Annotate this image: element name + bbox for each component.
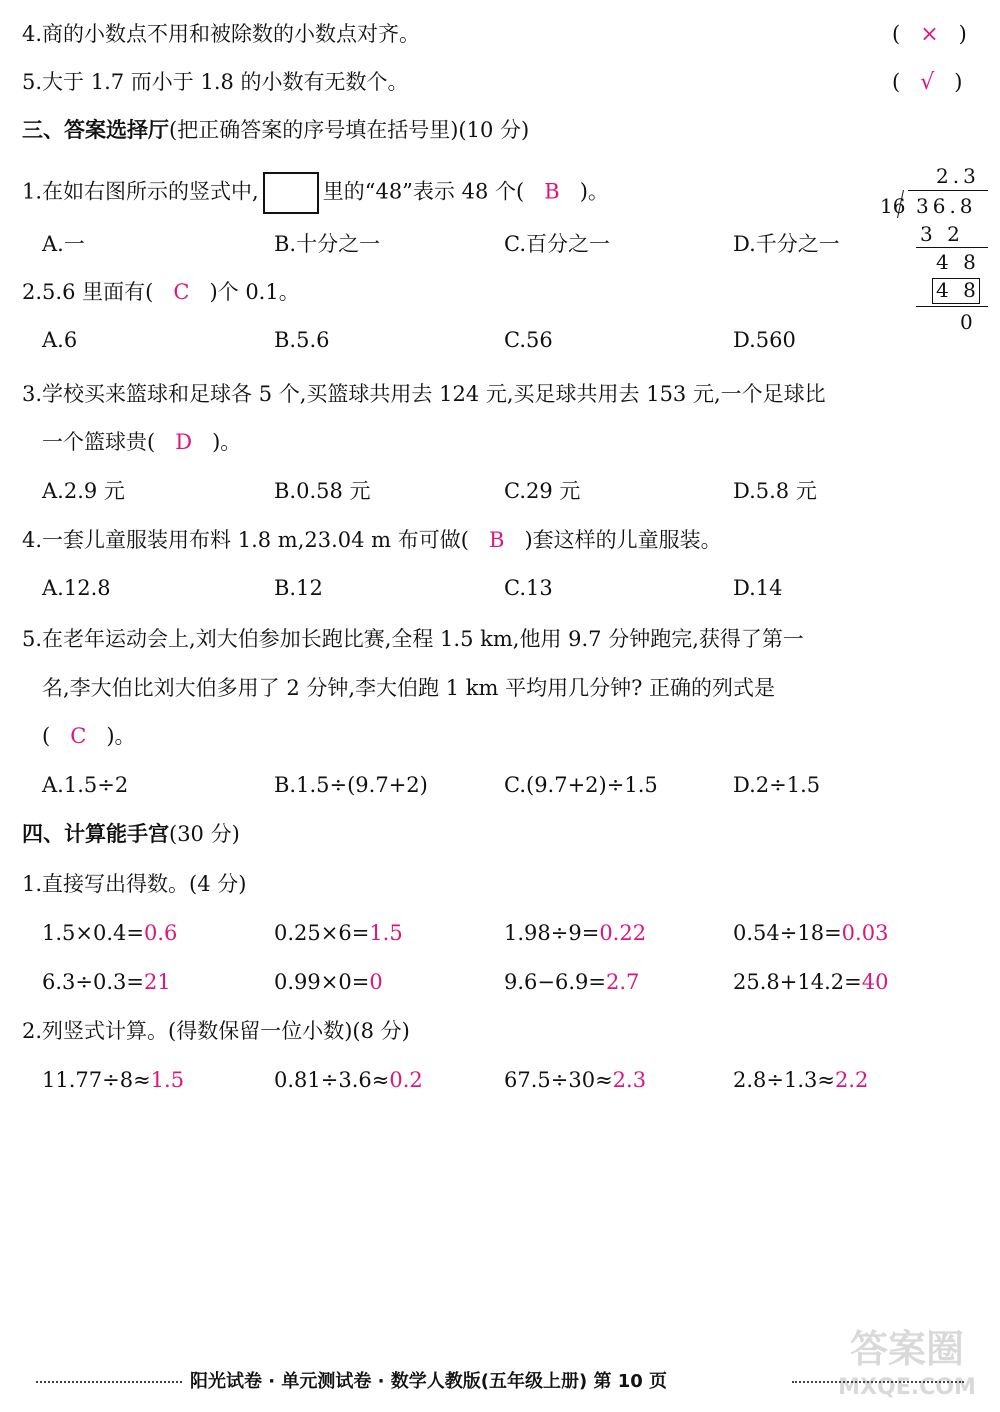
option-b: B.1.5÷(9.7+2)	[274, 773, 428, 797]
question-3-1: 1.在如右图所示的竖式中, 里的“48”表示 48 个( B )。	[22, 172, 609, 214]
option-d: D.2÷1.5	[733, 773, 821, 797]
answer-3-4: B	[488, 528, 505, 552]
division-remainder: 0	[960, 310, 977, 334]
question-3-5-line-3: ( C )。	[42, 724, 136, 748]
option-b: B.十分之一	[274, 232, 381, 256]
question-3-4: 4.一套儿童服装用布料 1.8 m,23.04 m 布可做( B )套这样的儿童服装。	[22, 528, 722, 552]
option-d: D.14	[733, 576, 783, 600]
option-b: B.5.6	[274, 328, 330, 352]
option-c: C.(9.7+2)÷1.5	[504, 773, 658, 797]
judge-item-4: 4.商的小数点不用和被除数的小数点对齐。	[22, 22, 421, 46]
calc-item: 0.25×6=1.5	[274, 921, 403, 945]
option-c: C.29 元	[504, 479, 581, 503]
option-c: C.56	[504, 328, 553, 352]
question-3-5-line-2: 名,李大伯比刘大伯多用了 2 分钟,李大伯跑 1 km 平均用几分钟? 正确的列式是	[42, 676, 776, 700]
cross-mark-icon: ×	[920, 22, 939, 47]
calc-item: 11.77÷8≈1.5	[42, 1068, 185, 1092]
calc-item: 6.3÷0.3=21	[42, 970, 171, 994]
division-quotient: 2.3	[936, 164, 980, 188]
footer-text: 阳光试卷 · 单元测试卷 · 数学人教版(五年级上册) 第 10 页	[190, 1371, 668, 1392]
judge-item-5: 5.大于 1.7 而小于 1.8 的小数有无数个。	[22, 70, 409, 94]
calc-item: 9.6−6.9=2.7	[504, 970, 640, 994]
option-c: C.百分之一	[504, 232, 610, 256]
option-a: A.一	[42, 232, 85, 256]
part-4-2-title: 2.列竖式计算。(得数保留一位小数)(8 分)	[22, 1019, 410, 1043]
watermark-line-1: 答案圈	[849, 1327, 965, 1371]
calc-item: 67.5÷30≈2.3	[504, 1068, 647, 1092]
option-d: D.5.8 元	[733, 479, 817, 503]
part-4-1-title: 1.直接写出得数。(4 分)	[22, 872, 247, 896]
page-footer	[0, 1370, 1000, 1394]
answer-3-3: D	[175, 430, 193, 454]
division-dividend: 36.8	[916, 194, 977, 218]
question-3-2: 2.5.6 里面有( C )个 0.1。	[22, 280, 300, 304]
division-step-3: 4 8	[936, 278, 980, 302]
option-c: C.13	[504, 576, 553, 600]
division-step-1: 3 2	[920, 222, 964, 246]
calc-item: 1.98÷9=0.22	[504, 921, 647, 945]
calc-item: 0.81÷3.6≈0.2	[274, 1068, 423, 1092]
calc-item: 25.8+14.2=40	[733, 970, 889, 994]
judge-answer-5: ( √ )	[892, 70, 963, 95]
option-b: B.12	[274, 576, 323, 600]
option-a: A.1.5÷2	[42, 773, 129, 797]
answer-3-5: C	[70, 724, 87, 748]
answer-3-1: B	[544, 179, 560, 204]
division-divisor: 16	[880, 194, 906, 218]
option-b: B.0.58 元	[274, 479, 371, 503]
answer-3-2: C	[173, 280, 190, 304]
blank-box	[263, 172, 319, 214]
calc-item: 0.54÷18=0.03	[733, 921, 889, 945]
watermark-line-2: MXQE.COM	[838, 1375, 976, 1400]
option-a: A.6	[42, 328, 78, 352]
division-step-2: 4 8	[936, 250, 980, 274]
question-3-5-line-1: 5.在老年运动会上,刘大伯参加长跑比赛,全程 1.5 km,他用 9.7 分钟跑完,获得了第一	[22, 627, 804, 651]
calc-item: 2.8÷1.3≈2.2	[733, 1068, 869, 1092]
question-3-3-line-2: 一个篮球贵( D )。	[42, 430, 242, 454]
judge-answer-4: ( × )	[892, 22, 967, 47]
long-division-figure	[872, 160, 992, 340]
option-d: D.560	[733, 328, 796, 352]
section-4-title: 四、计算能手宫(30 分)	[22, 822, 240, 846]
question-3-3-line-1: 3.学校买来篮球和足球各 5 个,买篮球共用去 124 元,买足球共用去 153 元,一个足球比	[22, 382, 826, 406]
check-mark-icon: √	[920, 70, 935, 95]
section-3-title: 三、答案选择厅(把正确答案的序号填在括号里)(10 分)	[22, 118, 530, 142]
option-a: A.2.9 元	[42, 479, 125, 503]
option-d: D.千分之一	[733, 232, 840, 256]
option-a: A.12.8	[42, 576, 111, 600]
calc-item: 1.5×0.4=0.6	[42, 921, 178, 945]
calc-item: 0.99×0=0	[274, 970, 383, 994]
